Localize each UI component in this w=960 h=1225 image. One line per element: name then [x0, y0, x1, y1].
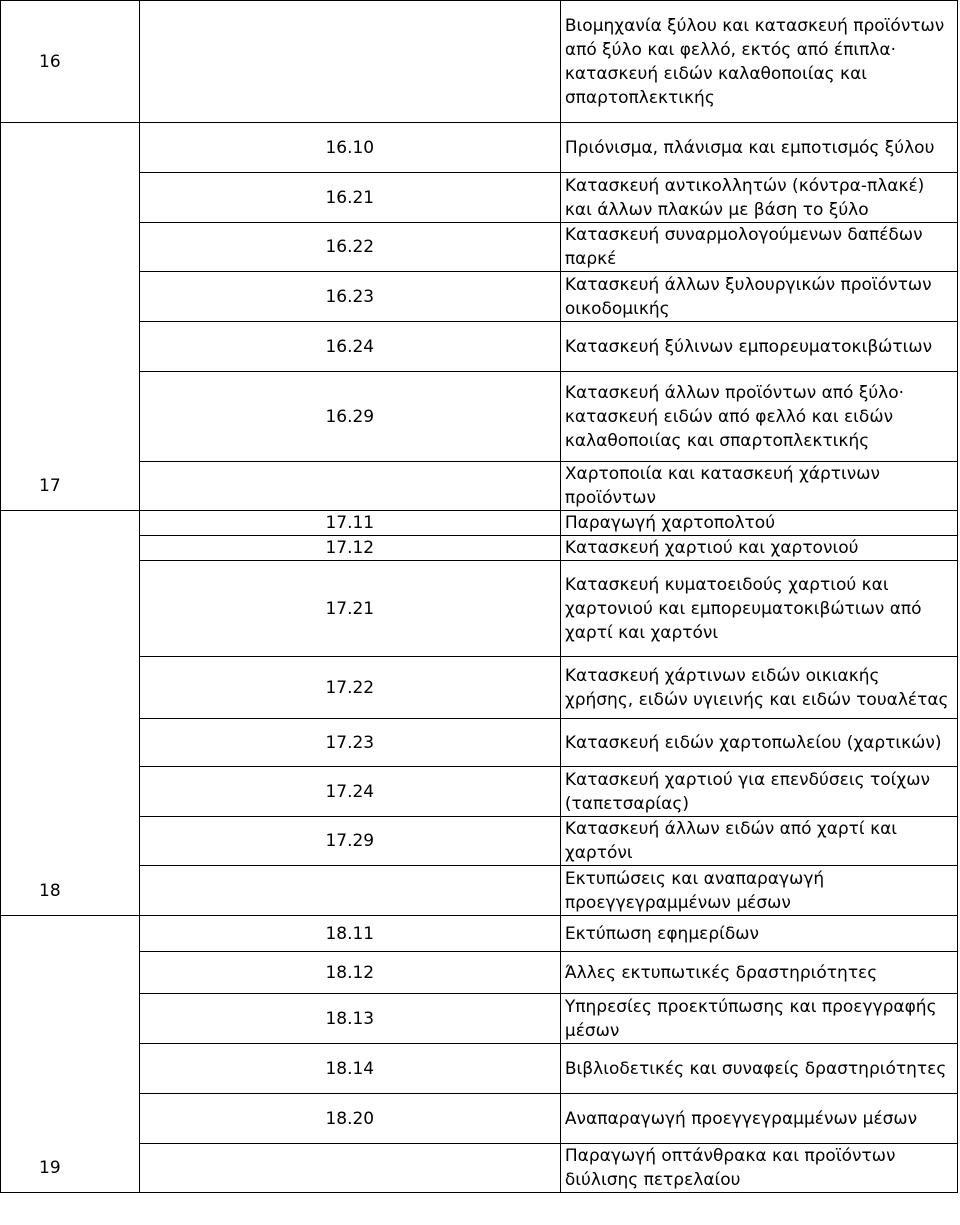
section-code-cell: [1, 536, 140, 561]
activity-description: Κατασκευή συναρμολογούμενων δαπέδων παρκέ: [560, 223, 957, 272]
section-code-cell: [1, 173, 140, 223]
section-code-cell: [1, 1094, 140, 1144]
table-row: [1, 223, 958, 272]
section-code-cell: [1, 223, 140, 272]
section-code: 17: [1, 462, 140, 511]
section-code: 16: [1, 1, 140, 123]
activity-description: Πριόνισμα, πλάνισμα και εμποτισμός ξύλου: [560, 123, 957, 173]
activity-description: Κατασκευή άλλων προϊόντων από ξύλο· κατασκευή ειδών από φελλό και ειδών καλαθοποιίας και σπαρτοπλεκτικής: [560, 372, 957, 462]
section-code-cell: [1, 372, 140, 462]
activity-description: Κατασκευή χαρτιού και χαρτονιού: [560, 536, 957, 561]
activity-code: 17.11: [139, 511, 560, 536]
table-row: [1, 1044, 958, 1094]
activity-code: 18.12: [139, 952, 560, 994]
activity-description: Υπηρεσίες προεκτύπωσης και προεγγραφής μέσων: [560, 994, 957, 1044]
activity-description: Κατασκευή ειδών χαρτοπωλείου (χαρτικών): [560, 719, 957, 767]
activity-code: 17.12: [139, 536, 560, 561]
activity-description: Βιομηχανία ξύλου και κατασκευή προϊόντων από ξύλο και φελλό, εκτός από έπιπλα· κατασκευή ειδών καλαθοποιίας και σπαρτοπλεκτικής: [560, 1, 957, 123]
activity-code: 16.22: [139, 223, 560, 272]
activity-code: 16.24: [139, 322, 560, 372]
activity-description: Κατασκευή χαρτιού για επενδύσεις τοίχων (ταπετσαρίας): [560, 767, 957, 817]
table-row: [1, 173, 958, 223]
table-row: [1, 561, 958, 657]
activity-description: Κατασκευή άλλων ξυλουργικών προϊόντων οικοδομικής: [560, 272, 957, 322]
section-code-cell: [1, 719, 140, 767]
section-code: 19: [1, 1144, 140, 1193]
activity-code: 16.23: [139, 272, 560, 322]
table-row: [1, 952, 958, 994]
activity-code: 16.21: [139, 173, 560, 223]
section-code-cell: [1, 767, 140, 817]
activity-description: Παραγωγή χαρτοπολτού: [560, 511, 957, 536]
activity-description: Παραγωγή οπτάνθρακα και προϊόντων διύλισης πετρελαίου: [560, 1144, 957, 1193]
activity-code: 17.22: [139, 657, 560, 719]
table-row: [1, 719, 958, 767]
table-row: [1, 372, 958, 462]
activity-description: Κατασκευή άλλων ειδών από χαρτί και χαρτόνι: [560, 817, 957, 866]
activity-code: 17.21: [139, 561, 560, 657]
section-code-cell: [1, 511, 140, 536]
section-code-cell: [1, 952, 140, 994]
table-row: [1, 536, 958, 561]
table-row: [1, 994, 958, 1044]
activity-code: 18.14: [139, 1044, 560, 1094]
table-row: [1, 817, 958, 866]
table-row: [1, 767, 958, 817]
activity-description: Άλλες εκτυπωτικές δραστηριότητες: [560, 952, 957, 994]
section-code-cell: [1, 561, 140, 657]
section-code-cell: [1, 1044, 140, 1094]
section-code-cell: [1, 123, 140, 173]
activity-description: Κατασκευή κυματοειδούς χαρτιού και χαρτονιού και εμπορευματοκιβώτιων από χαρτί και χαρτόνι: [560, 561, 957, 657]
activity-code-cell: [139, 866, 560, 916]
activity-code: 18.11: [139, 916, 560, 952]
section-code-cell: [1, 322, 140, 372]
section-code-cell: [1, 817, 140, 866]
activity-code: 18.20: [139, 1094, 560, 1144]
activity-code-cell: [139, 1, 560, 123]
table-body: [1, 1, 958, 1193]
table-row: [1, 1094, 958, 1144]
section-row: [1, 1144, 958, 1193]
activity-description: Κατασκευή ξύλινων εμπορευματοκιβώτιων: [560, 322, 957, 372]
section-code-cell: [1, 916, 140, 952]
activity-code: 16.29: [139, 372, 560, 462]
section-row: [1, 1, 958, 123]
activity-code: 17.29: [139, 817, 560, 866]
section-row: [1, 462, 958, 511]
table-row: [1, 272, 958, 322]
table-row: [1, 916, 958, 952]
activity-description: Εκτύπωση εφημερίδων: [560, 916, 957, 952]
table-row: [1, 657, 958, 719]
section-code-cell: [1, 272, 140, 322]
section-code-cell: [1, 657, 140, 719]
activity-code: 17.24: [139, 767, 560, 817]
section-code-cell: [1, 994, 140, 1044]
section-code: 18: [1, 866, 140, 916]
activity-code: 16.10: [139, 123, 560, 173]
table-row: [1, 322, 958, 372]
activity-code: 18.13: [139, 994, 560, 1044]
table-row: [1, 511, 958, 536]
activity-description: Βιβλιοδετικές και συναφείς δραστηριότητες: [560, 1044, 957, 1094]
activity-code-cell: [139, 462, 560, 511]
activity-code: 17.23: [139, 719, 560, 767]
table-row: [1, 123, 958, 173]
section-row: [1, 866, 958, 916]
activity-description: Εκτυπώσεις και αναπαραγωγή προεγγεγραμμένων μέσων: [560, 866, 957, 916]
activity-description: Χαρτοποιία και κατασκευή χάρτινων προϊόντων: [560, 462, 957, 511]
activity-code-cell: [139, 1144, 560, 1193]
activity-description: Κατασκευή χάρτινων ειδών οικιακής χρήσης, ειδών υγιεινής και ειδών τουαλέτας: [560, 657, 957, 719]
activity-description: Αναπαραγωγή προεγγεγραμμένων μέσων: [560, 1094, 957, 1144]
activity-description: Κατασκευή αντικολλητών (κόντρα-πλακέ) και άλλων πλακών με βάση το ξύλο: [560, 173, 957, 223]
